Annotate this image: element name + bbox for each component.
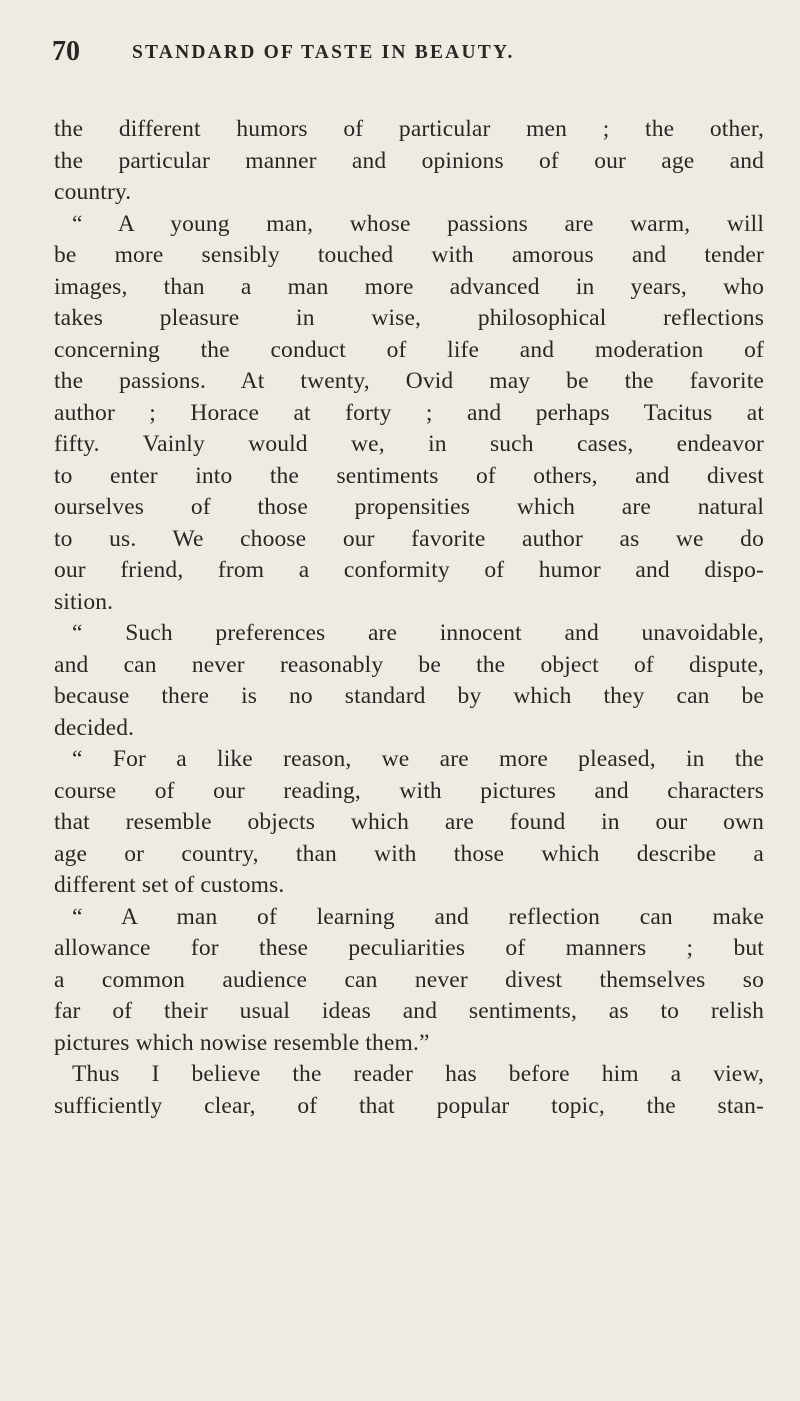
text-line: course of our reading, with pictures and characters — [54, 777, 764, 804]
text-line: author ; Horace at forty ; and perhaps Tacitus at — [54, 399, 764, 426]
text-line: a common audience can never divest themselves so — [54, 966, 764, 993]
text-line: the passions. At twenty, Ovid may be the favorite — [54, 368, 764, 394]
text-line: sufficiently clear, of that popular topic, the stan- — [54, 1092, 764, 1119]
text-line: and can never reasonably be the object of dispute, — [54, 651, 764, 678]
text-line: allowance for these peculiarities of manners ; but — [54, 935, 764, 961]
text-line: age or country, than with those which describe a — [54, 840, 764, 867]
text-line: that resemble objects which are found in our own — [54, 809, 764, 835]
text-line: country. — [54, 179, 132, 205]
text-line: to us. We choose our favorite author as we do — [54, 525, 764, 552]
text-line: fifty. Vainly would we, in such cases, endeavor — [54, 431, 764, 457]
text-line: decided. — [54, 714, 135, 741]
body-text — [54, 114, 764, 1122]
text-line: “ A young man, whose passions are warm, will — [72, 210, 764, 237]
page-number: 70 — [52, 36, 80, 67]
text-line: to enter into the sentiments of others, and divest — [54, 462, 764, 489]
page-header — [52, 36, 752, 72]
text-line: sition. — [54, 588, 114, 615]
text-line: images, than a man more advanced in years, who — [54, 273, 764, 300]
text-line: different set of customs. — [54, 872, 285, 898]
text-line: concerning the conduct of life and moderation of — [54, 336, 764, 363]
text-line: pictures which nowise resemble them.” — [54, 1029, 430, 1056]
text-line: “ For a like reason, we are more pleased, in the — [72, 746, 764, 772]
text-line: be more sensibly touched with amorous and tender — [54, 242, 764, 268]
text-line: “ Such preferences are innocent and unavoidable, — [72, 620, 764, 646]
text-line: because there is no standard by which they can be — [54, 683, 764, 709]
text-line: the different humors of particular men ; the other, — [54, 116, 764, 142]
text-line: takes pleasure in wise, philosophical reflections — [54, 305, 764, 331]
text-line: ourselves of those propensities which are natural — [54, 494, 764, 520]
text-line: far of their usual ideas and sentiments, as to relish — [54, 998, 764, 1024]
text-line: the particular manner and opinions of our age and — [54, 147, 764, 174]
text-line: Thus I believe the reader has before him a view, — [72, 1061, 764, 1087]
running-head: STANDARD OF TASTE IN BEAUTY. — [132, 42, 515, 63]
text-line: our friend, from a conformity of humor and dispo- — [54, 557, 764, 583]
text-line: “ A man of learning and reflection can make — [72, 903, 764, 930]
